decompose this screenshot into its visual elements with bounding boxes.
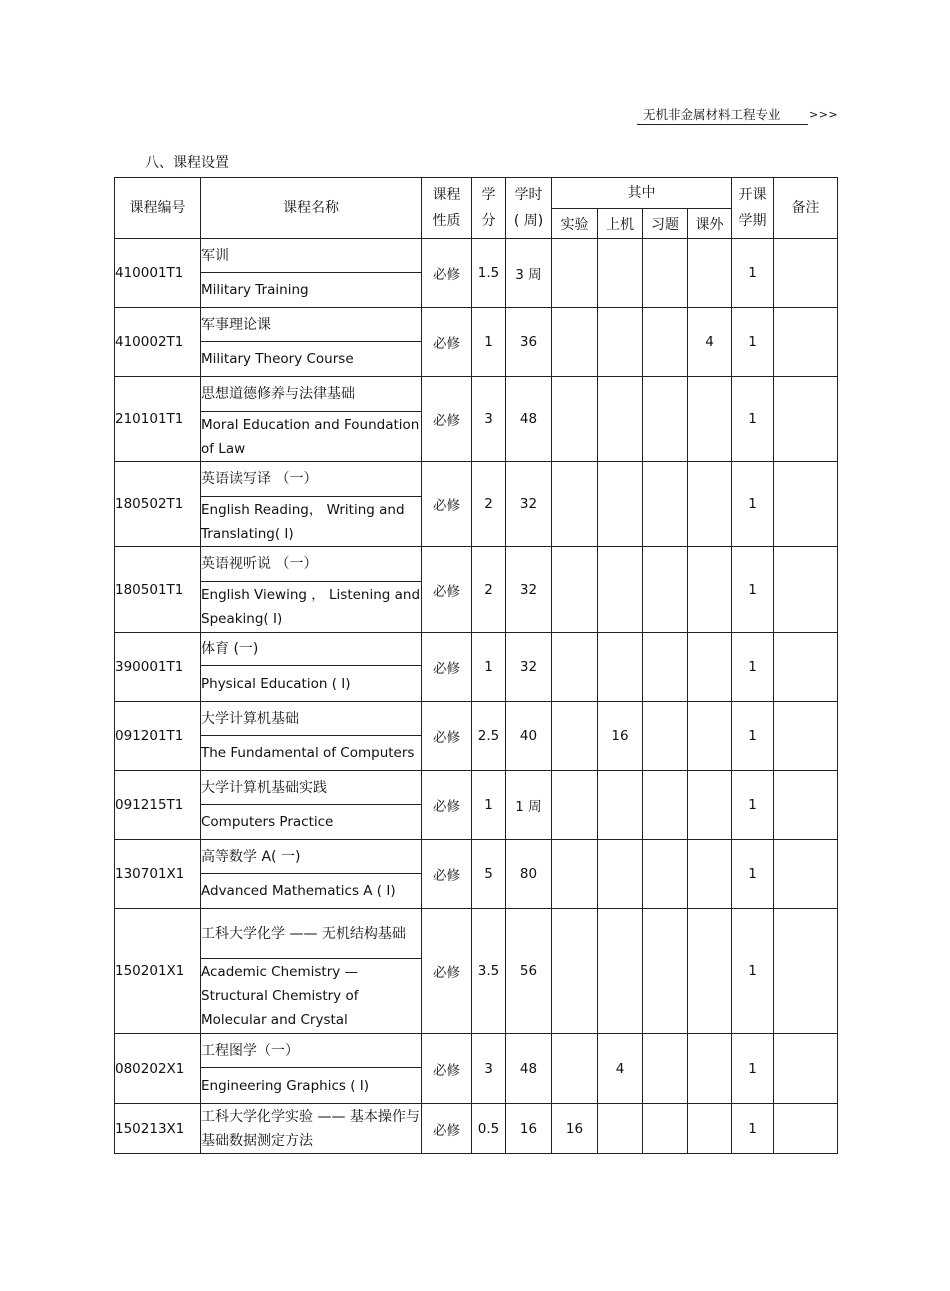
course-semester: 1 xyxy=(732,377,774,462)
table-header xyxy=(115,178,838,239)
course-code: 080202X1 xyxy=(115,1034,201,1104)
course-name-en: Military Training xyxy=(201,273,422,308)
course-name-en: Physical Education ( I) xyxy=(201,666,422,702)
course-exercise xyxy=(643,702,688,771)
course-nature: 必修 xyxy=(422,909,472,1034)
course-remark xyxy=(774,909,838,1034)
course-name-cn: 军训 xyxy=(201,239,422,273)
course-exercise xyxy=(643,239,688,308)
course-lab xyxy=(552,547,598,633)
course-computer xyxy=(598,1104,643,1154)
course-computer xyxy=(598,377,643,462)
course-hours: 36 xyxy=(506,308,552,377)
course-nature: 必修 xyxy=(422,840,472,909)
table-row xyxy=(115,547,838,582)
table-row xyxy=(115,633,838,666)
course-name-cn: 英语读写译 （一） xyxy=(201,462,422,497)
course-semester: 1 xyxy=(732,840,774,909)
col-name-header: 课程名称 xyxy=(201,178,422,239)
course-credit: 1.5 xyxy=(472,239,506,308)
course-credit: 2 xyxy=(472,462,506,547)
course-extra: 4 xyxy=(688,308,732,377)
col-semester-header xyxy=(732,178,774,239)
course-hours: 1 周 xyxy=(506,771,552,840)
course-semester: 1 xyxy=(732,462,774,547)
course-semester: 1 xyxy=(732,771,774,840)
course-nature: 必修 xyxy=(422,1104,472,1154)
course-remark xyxy=(774,462,838,547)
course-nature: 必修 xyxy=(422,1034,472,1104)
course-hours: 16 xyxy=(506,1104,552,1154)
course-nature: 必修 xyxy=(422,308,472,377)
col-hours-line1: 学时 xyxy=(514,187,543,203)
col-lab-header: 实验 xyxy=(552,209,598,239)
course-name-en: The Fundamental of Computers xyxy=(201,736,422,771)
course-remark xyxy=(774,840,838,909)
course-computer xyxy=(598,239,643,308)
course-extra xyxy=(688,547,732,633)
course-semester: 1 xyxy=(732,239,774,308)
course-name-en: Computers Practice xyxy=(201,805,422,840)
section-title: 八、课程设置 xyxy=(145,155,229,171)
table-row xyxy=(115,377,838,412)
col-nature-header xyxy=(422,178,472,239)
course-credit: 0.5 xyxy=(472,1104,506,1154)
course-name-en: Engineering Graphics ( Ⅰ) xyxy=(201,1068,422,1104)
course-lab xyxy=(552,308,598,377)
course-exercise xyxy=(643,308,688,377)
course-extra xyxy=(688,1034,732,1104)
header-arrows: >>> xyxy=(809,108,839,121)
course-remark xyxy=(774,547,838,633)
course-remark xyxy=(774,1104,838,1154)
course-hours: 48 xyxy=(506,377,552,462)
course-name-cn: 英语视听说 （一） xyxy=(201,547,422,582)
table-body xyxy=(115,239,838,1154)
course-name-en: English Viewing ， Listening and Speaking( I) xyxy=(201,582,422,633)
course-extra xyxy=(688,702,732,771)
course-remark xyxy=(774,377,838,462)
course-lab xyxy=(552,840,598,909)
course-computer xyxy=(598,633,643,702)
course-code: 150201X1 xyxy=(115,909,201,1034)
course-computer xyxy=(598,308,643,377)
col-credit-line2: 分 xyxy=(481,213,496,229)
col-hours-header xyxy=(506,178,552,239)
course-credit: 3 xyxy=(472,1034,506,1104)
course-semester: 1 xyxy=(732,633,774,702)
col-credit-header xyxy=(472,178,506,239)
course-remark xyxy=(774,308,838,377)
table-row xyxy=(115,462,838,497)
course-extra xyxy=(688,909,732,1034)
course-semester: 1 xyxy=(732,547,774,633)
course-computer xyxy=(598,462,643,547)
course-remark xyxy=(774,239,838,308)
course-code: 091215T1 xyxy=(115,771,201,840)
course-lab xyxy=(552,771,598,840)
course-computer xyxy=(598,840,643,909)
course-code: 180501T1 xyxy=(115,547,201,633)
course-credit: 1 xyxy=(472,633,506,702)
course-code: 410001T1 xyxy=(115,239,201,308)
course-code: 390001T1 xyxy=(115,633,201,702)
col-nature-line1: 课程 xyxy=(432,187,461,203)
course-lab xyxy=(552,1034,598,1104)
course-extra xyxy=(688,771,732,840)
table-row xyxy=(115,771,838,805)
course-semester: 1 xyxy=(732,909,774,1034)
col-nature-line2: 性质 xyxy=(432,213,461,229)
course-computer xyxy=(598,547,643,633)
course-name-cn: 大学计算机基础 xyxy=(201,702,422,736)
course-exercise xyxy=(643,771,688,840)
course-hours: 56 xyxy=(506,909,552,1034)
course-extra xyxy=(688,377,732,462)
table-row xyxy=(115,308,838,342)
course-name-en: Moral Education and Foundation of Law xyxy=(201,412,422,462)
course-nature: 必修 xyxy=(422,771,472,840)
course-extra xyxy=(688,239,732,308)
course-name-en: Academic Chemistry — Structural Chemistry of Molecular and Crystal xyxy=(201,959,422,1034)
course-exercise xyxy=(643,1104,688,1154)
course-lab xyxy=(552,633,598,702)
course-computer: 4 xyxy=(598,1034,643,1104)
course-name-en: Advanced Mathematics A ( I) xyxy=(201,874,422,909)
course-name-cn: 工程图学（一） xyxy=(201,1034,422,1068)
course-hours: 32 xyxy=(506,547,552,633)
course-code: 180502T1 xyxy=(115,462,201,547)
col-among-header: 其中 xyxy=(552,178,732,209)
course-hours: 32 xyxy=(506,633,552,702)
course-credit: 1 xyxy=(472,771,506,840)
course-credit: 2 xyxy=(472,547,506,633)
table-row xyxy=(115,1104,838,1154)
course-exercise xyxy=(643,633,688,702)
course-semester: 1 xyxy=(732,1104,774,1154)
course-table xyxy=(114,177,838,1154)
course-lab xyxy=(552,909,598,1034)
course-name-cn: 思想道德修养与法律基础 xyxy=(201,377,422,412)
course-exercise xyxy=(643,377,688,462)
col-computer-header: 上机 xyxy=(598,209,643,239)
col-semester-line2: 学期 xyxy=(738,213,767,229)
col-code-header: 课程编号 xyxy=(115,178,201,239)
course-code: 150213X1 xyxy=(115,1104,201,1154)
course-name-cn: 工科大学化学 —— 无机结构基础 xyxy=(201,909,422,959)
course-hours: 40 xyxy=(506,702,552,771)
course-name-cn: 高等数学 A( 一) xyxy=(201,840,422,874)
course-extra xyxy=(688,462,732,547)
course-code: 130701X1 xyxy=(115,840,201,909)
course-remark xyxy=(774,702,838,771)
course-name-en: Military Theory Course xyxy=(201,342,422,377)
course-lab: 16 xyxy=(552,1104,598,1154)
course-credit: 1 xyxy=(472,308,506,377)
course-nature: 必修 xyxy=(422,547,472,633)
course-exercise xyxy=(643,840,688,909)
course-extra xyxy=(688,633,732,702)
course-credit: 3.5 xyxy=(472,909,506,1034)
col-extra-header: 课外 xyxy=(688,209,732,239)
course-remark xyxy=(774,633,838,702)
table-row xyxy=(115,702,838,736)
col-credit-line1: 学 xyxy=(481,187,496,203)
course-name-cn: 大学计算机基础实践 xyxy=(201,771,422,805)
table-row xyxy=(115,909,838,959)
course-lab xyxy=(552,702,598,771)
course-exercise xyxy=(643,547,688,633)
course-code: 091201T1 xyxy=(115,702,201,771)
course-computer xyxy=(598,909,643,1034)
course-extra xyxy=(688,840,732,909)
col-semester-line1: 开课 xyxy=(738,187,767,203)
course-name-en: English Reading， Writing and Translating( I) xyxy=(201,497,422,547)
course-lab xyxy=(552,239,598,308)
table-row xyxy=(115,239,838,273)
col-exercise-header: 习题 xyxy=(643,209,688,239)
course-extra xyxy=(688,1104,732,1154)
course-exercise xyxy=(643,909,688,1034)
major-title: 无机非金属材料工程专业 xyxy=(637,106,808,125)
course-computer xyxy=(598,771,643,840)
course-name-cn: 军事理论课 xyxy=(201,308,422,342)
course-remark xyxy=(774,1034,838,1104)
table-row xyxy=(115,1034,838,1068)
course-nature: 必修 xyxy=(422,462,472,547)
course-hours: 80 xyxy=(506,840,552,909)
course-lab xyxy=(552,462,598,547)
course-exercise xyxy=(643,1034,688,1104)
course-code: 210101T1 xyxy=(115,377,201,462)
course-credit: 3 xyxy=(472,377,506,462)
course-semester: 1 xyxy=(732,308,774,377)
course-hours: 3 周 xyxy=(506,239,552,308)
col-hours-line2: ( 周) xyxy=(513,213,544,229)
course-remark xyxy=(774,771,838,840)
course-nature: 必修 xyxy=(422,633,472,702)
col-remark-header: 备注 xyxy=(774,178,838,239)
table-row xyxy=(115,840,838,874)
course-lab xyxy=(552,377,598,462)
course-code: 410002T1 xyxy=(115,308,201,377)
course-nature: 必修 xyxy=(422,239,472,308)
course-semester: 1 xyxy=(732,1034,774,1104)
course-hours: 32 xyxy=(506,462,552,547)
course-exercise xyxy=(643,462,688,547)
course-hours: 48 xyxy=(506,1034,552,1104)
course-credit: 2.5 xyxy=(472,702,506,771)
page-header xyxy=(637,106,837,126)
course-semester: 1 xyxy=(732,702,774,771)
course-nature: 必修 xyxy=(422,377,472,462)
course-computer: 16 xyxy=(598,702,643,771)
course-name-cn: 体育 (一) xyxy=(201,633,422,666)
course-name-cn: 工科大学化学实验 —— 基本操作与基础数据测定方法 xyxy=(201,1104,422,1154)
course-nature: 必修 xyxy=(422,702,472,771)
course-credit: 5 xyxy=(472,840,506,909)
